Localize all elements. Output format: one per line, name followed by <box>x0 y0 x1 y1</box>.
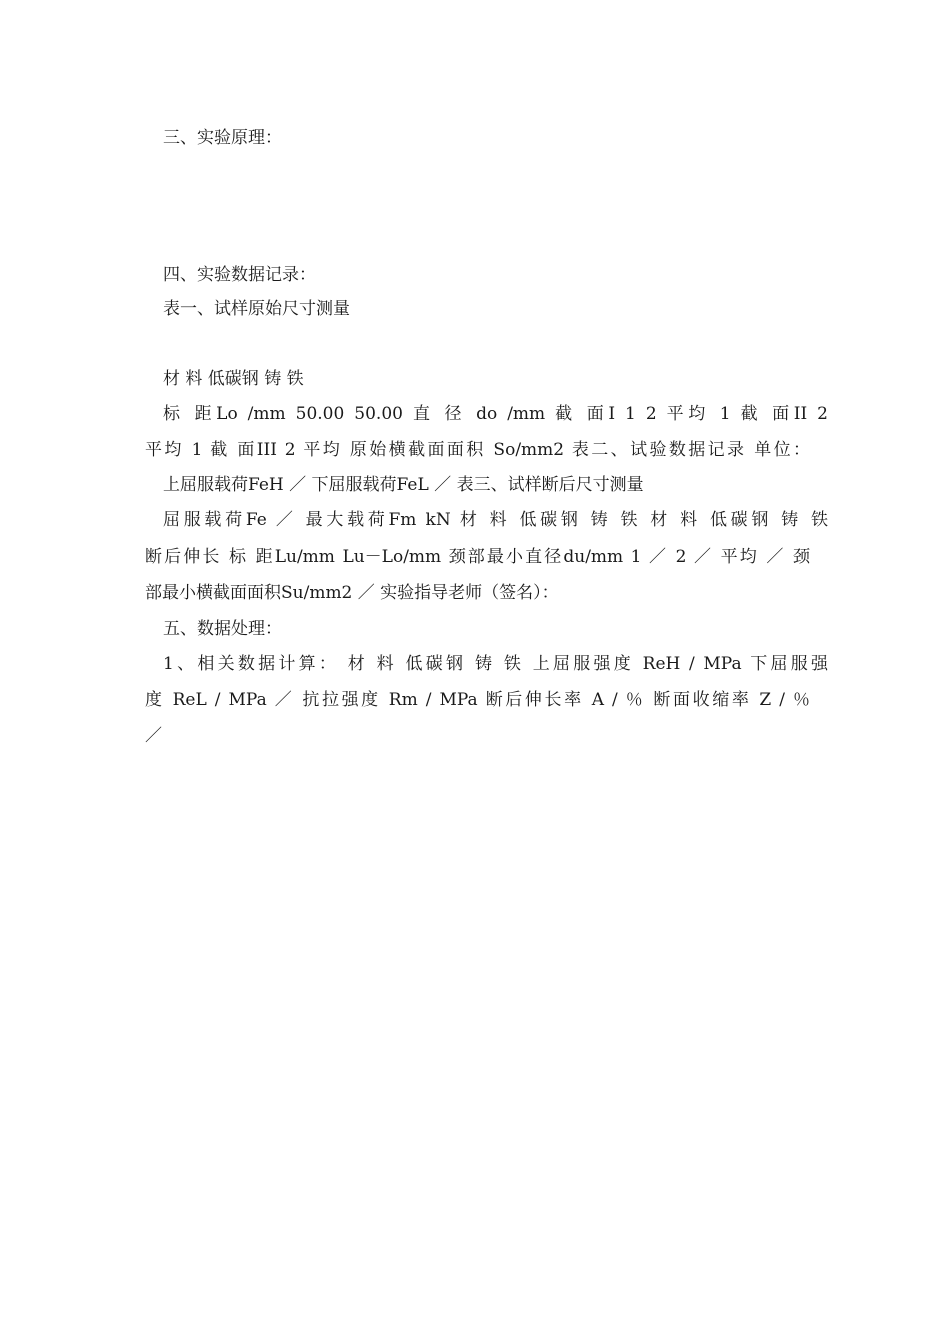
section-3-heading: 三、实验原理： <box>163 128 282 148</box>
text-line-strength: 度 ReL / MPa ／ 抗拉强度 Rm / MPa 断后伸长率 A / ％ 断面收缩率 Z / ％ <box>145 690 810 710</box>
text-line-yield-load: 上屈服载荷FeH ／ 下屈服载荷FeL ／ 表三、试样断后尺寸测量 <box>163 475 644 495</box>
text-line-end: ／ <box>145 726 162 746</box>
text-line-gauge: 标 距Lo /mm 50.00 50.00 直 径 do /mm 截 面I 1 2 平均 1 截 面II 2 <box>163 404 828 424</box>
text-line-area: 平均 1 截 面III 2 平均 原始横截面面积 So/mm2 表二、试验数据记录 单位： <box>145 440 810 460</box>
table-1-caption: 表一、试样原始尺寸测量 <box>163 299 350 319</box>
text-line-neck-area: 部最小横截面面积Su/mm2 ／ 实验指导老师（签名）： <box>145 583 559 603</box>
text-line-materials: 材 料 低碳钢 铸 铁 <box>163 369 304 389</box>
section-4-heading: 四、实验数据记录： <box>163 265 316 285</box>
text-line-elongation: 断后伸长 标 距Lu/mm Lu－Lo/mm 颈部最小直径du/mm 1 ／ 2 ／ 平均 ／ 颈 <box>145 547 810 567</box>
section-5-heading: 五、数据处理： <box>163 619 282 639</box>
text-line-calc: 1、相关数据计算： 材 料 低碳钢 铸 铁 上屈服强度 ReH / MPa 下屈服强 <box>163 654 828 674</box>
text-line-max-load: 屈服载荷Fe ／ 最大载荷Fm kN 材 料 低碳钢 铸 铁 材 料 低碳钢 铸 铁 <box>163 510 828 530</box>
